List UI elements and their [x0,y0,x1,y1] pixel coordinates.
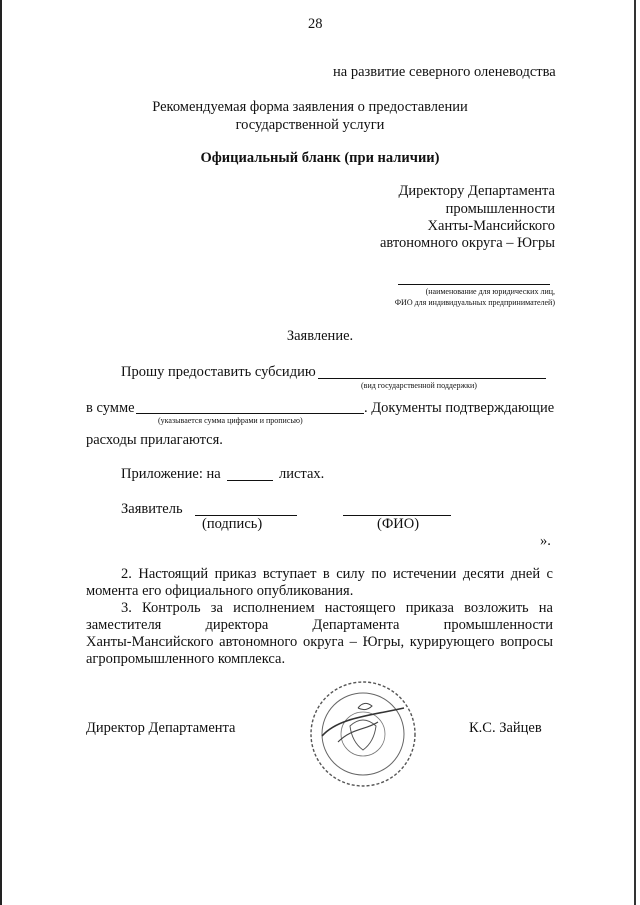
attachment-sheets-blank [227,480,273,481]
page-number: 28 [308,16,323,32]
applicant-hint-line1: (наименование для юридических лиц, [425,287,555,296]
scan-edge-left [0,0,2,905]
expenses-attached-text: расходы прилагаются. [86,432,223,448]
full-name-caption: (ФИО) [377,516,420,532]
director-title: Директор Департамента [86,720,236,736]
sum-hint: (указывается сумма цифрами и прописью) [158,416,303,425]
clause-3-line2: заместителя директора Департамента промышленности [86,617,553,633]
signature-caption: (подпись) [202,516,263,532]
official-blank-heading: Официальный бланк (при наличии) [200,150,440,166]
attachment-sheets-text: листах. [279,466,325,482]
clause-3-line3: Ханты-Мансийского автономного округа – Югры, курирующего вопросы [86,634,553,650]
support-type-blank [318,378,546,379]
support-type-hint: (вид государственной поддержки) [361,381,477,390]
clause-3-line1: 3. Контроль за исполнением настоящего приказа возложить на [121,600,553,616]
official-seal [308,678,418,790]
header-continuation: на развитие северного оленеводства [333,64,556,80]
scan-edge-right [634,0,636,905]
form-title-line2: государственной услуги [235,117,385,133]
addressee-line2: промышленности [445,201,555,217]
clause-2-line1: 2. Настоящий приказ вступает в силу по истечении десяти дней с [121,566,553,582]
addressee-line3: Ханты-Мансийского [427,218,555,234]
statement-heading: Заявление. [286,328,354,344]
clause-3-line4: агропромышленного комплекса. [86,651,286,667]
director-name: К.С. Зайцев [469,720,542,736]
sum-continuation: . Документы подтверждающие [364,400,555,416]
clause-2-line2: момента его официального опубликования. [86,583,354,599]
sum-label: в сумме [86,400,135,416]
applicant-label: Заявитель [121,501,183,517]
closing-quote: ». [540,533,551,549]
form-title-line1: Рекомендуемая форма заявления о предоставлении [152,99,468,115]
applicant-name-blank [398,284,550,285]
addressee-line1: Директору Департамента [398,183,555,199]
sum-blank [136,413,364,414]
applicant-hint-line2: ФИО для индивидуальных предпринимателей) [394,298,555,307]
request-subsidy-text: Прошу предоставить субсидию [121,364,316,380]
addressee-line4: автономного округа – Югры [379,235,555,251]
attachment-label: Приложение: на [121,466,221,482]
